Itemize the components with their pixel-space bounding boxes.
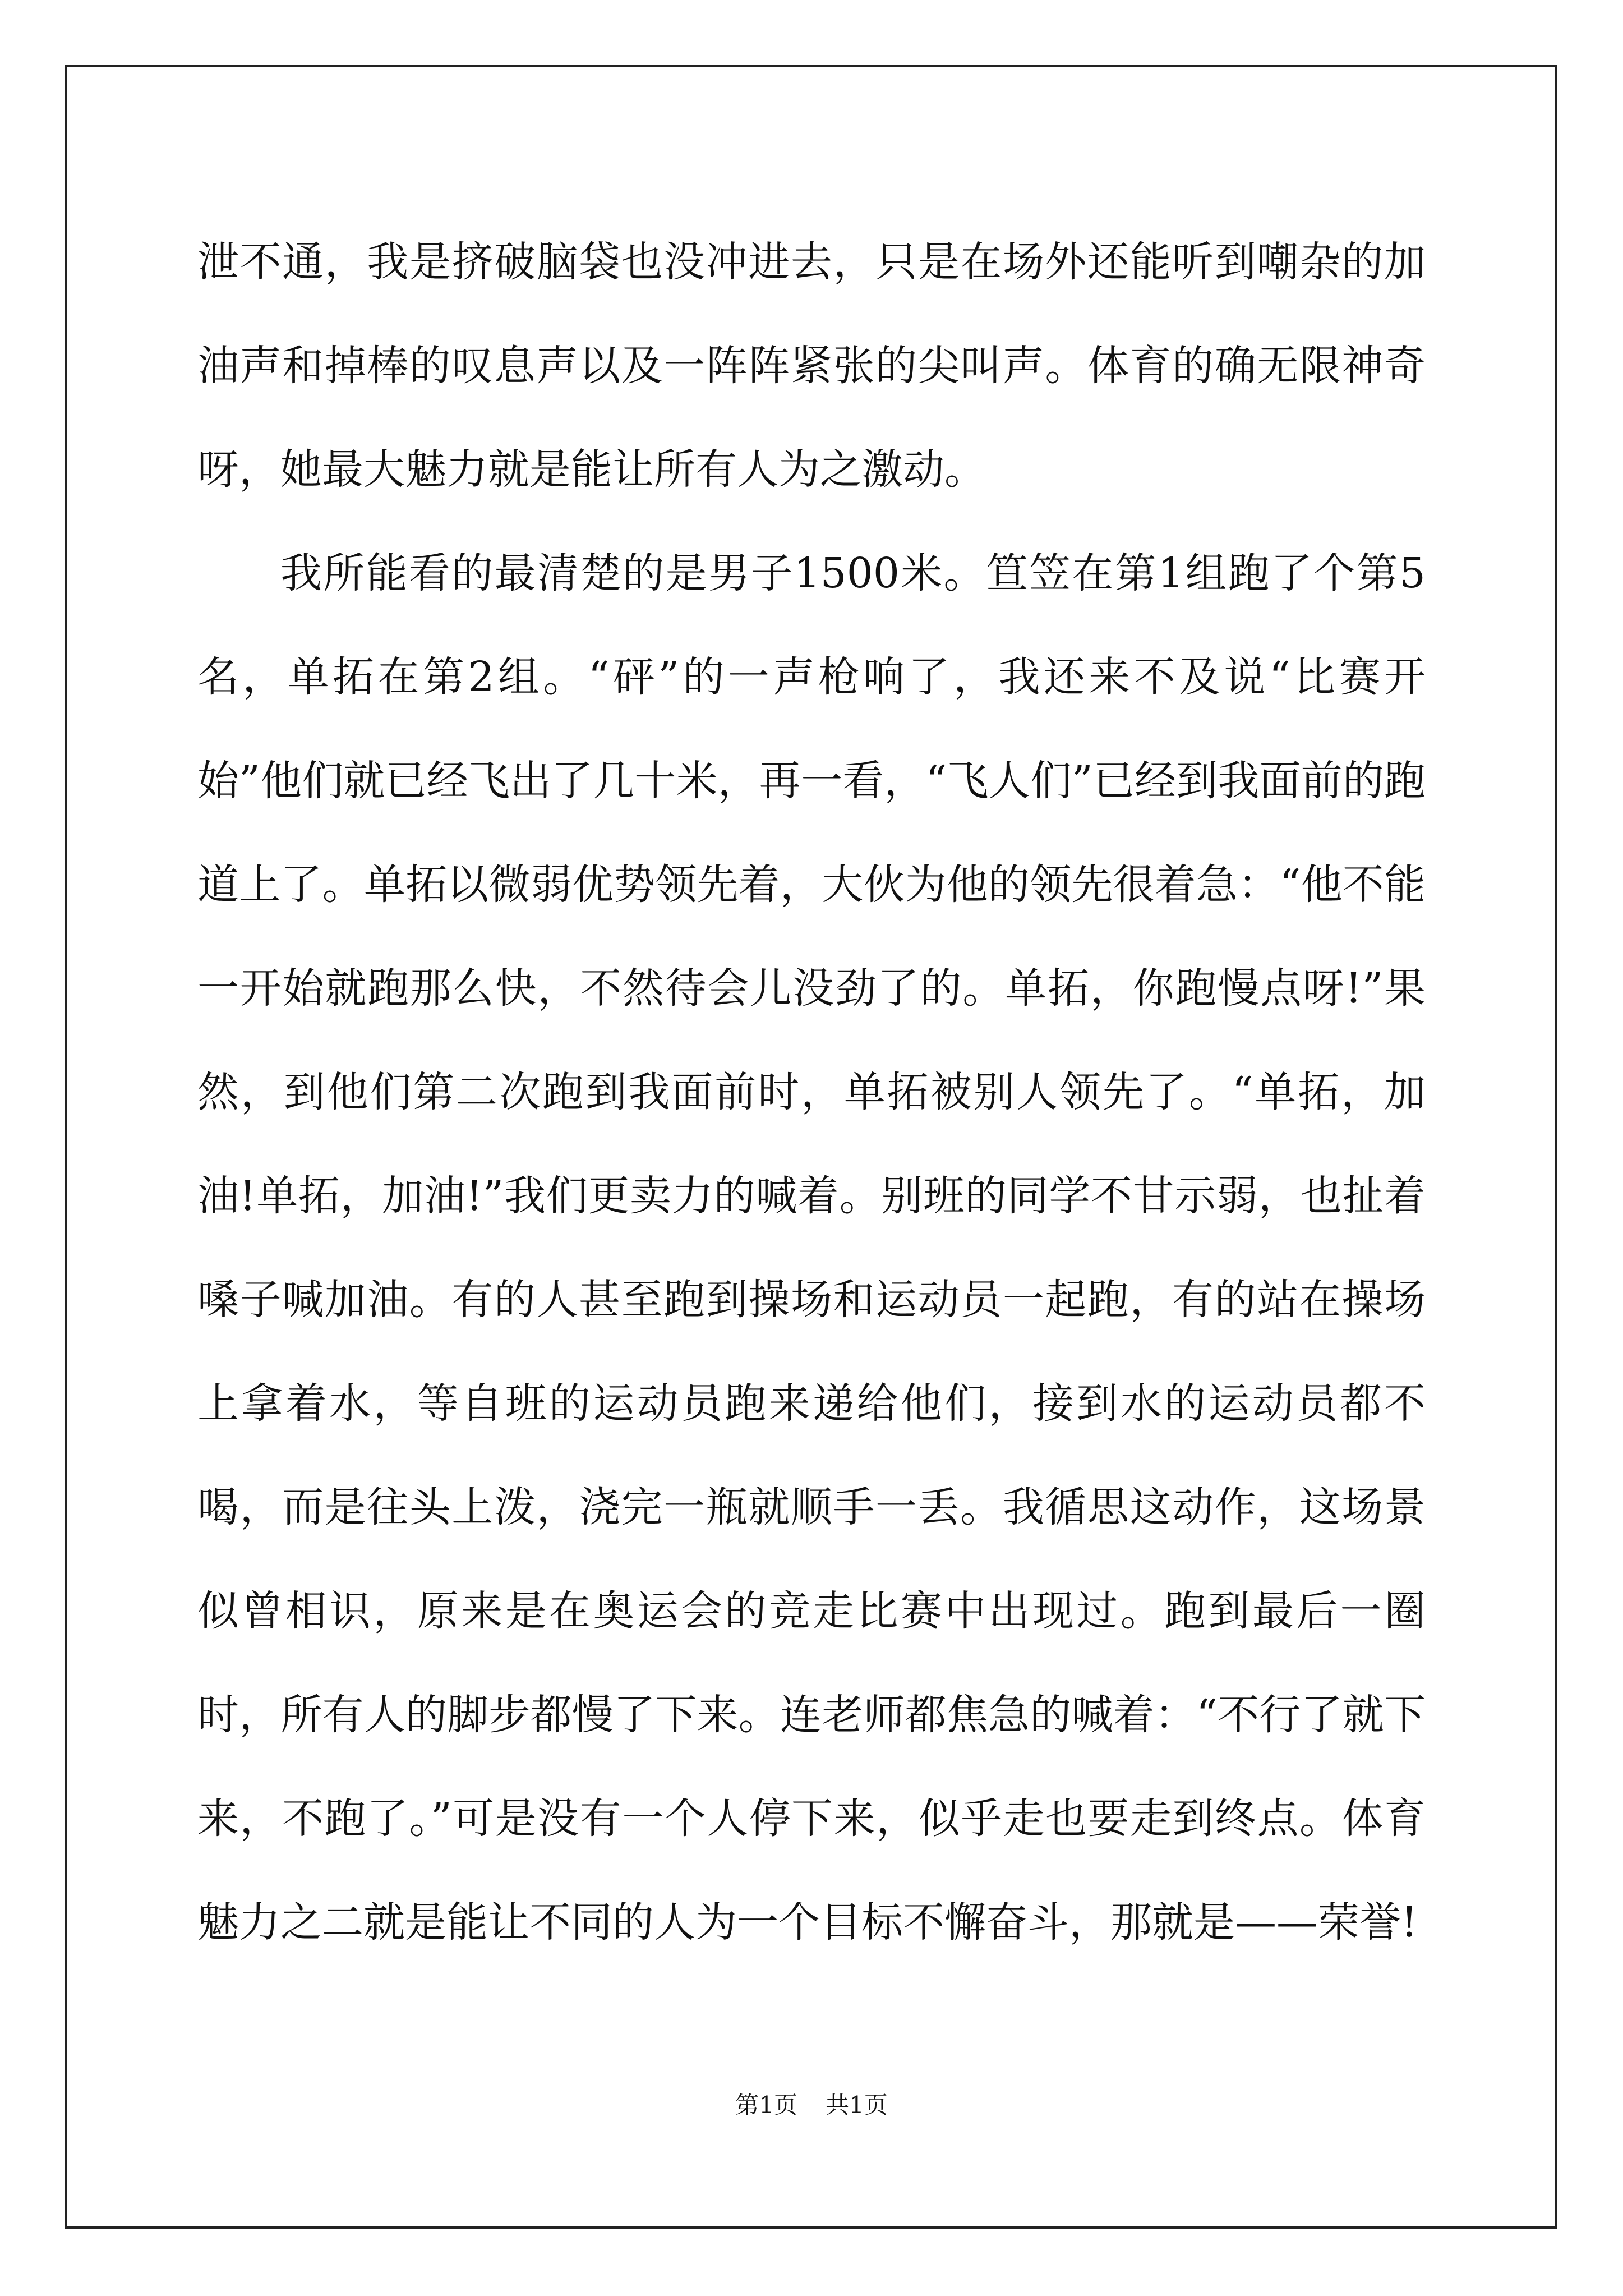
document-body [197, 210, 1426, 1975]
page-footer [0, 2087, 1623, 2120]
page-number: 第1页 [735, 2091, 797, 2119]
page-total: 共1页 [826, 2091, 888, 2119]
paragraph-1: 泄不通，我是挤破脑袋也没冲进去，只是在场外还能听到嘲杂的加油声和掉棒的叹息声以及一阵阵紧张的尖叫声。体育的确无限神奇呀，她最大魅力就是能让所有人为之激动。 [197, 238, 1426, 494]
paragraph-2: 我所能看的最清楚的是男子1500米。笪笠在第1组跑了个第5名，单拓在第2组。“砰”的一声枪响了，我还来不及说“比赛开始”他们就已经飞出了几十米，再一看，“飞人们”已经到我面前的跑道上了。单拓以微弱优势领先着，大伙为他的领先很着急：“他不能一开始就跑那么快，不然待会儿没劲了的。单拓，你跑慢点呀!”果然，到他们第二次跑到我面前时，单拓被别人领先了。“单拓，加油!单拓，加油!”我们更卖力的喊着。别班的同学不甘示弱，也扯着嗓子喊加油。有的人甚至跑到操场和运动员一起跑，有的站在操场上拿着水，等自班的运动员跑来递给他们，接到水的运动员都不喝，而是往头上泼，浇完一瓶就顺手一丢。我循思这动作，这场景似曾相识，原来是在奥运会的竞走比赛中出现过。跑到最后一圈时，所有人的脚步都慢了下来。连老师都焦急的喊着：“不行了就下来，不跑了。”可是没有一个人停下来，似乎走也要走到终点。体育魅力之二就是能让不同的人为一个目标不懈奋斗，那就是——荣誉! [197, 549, 1426, 1947]
